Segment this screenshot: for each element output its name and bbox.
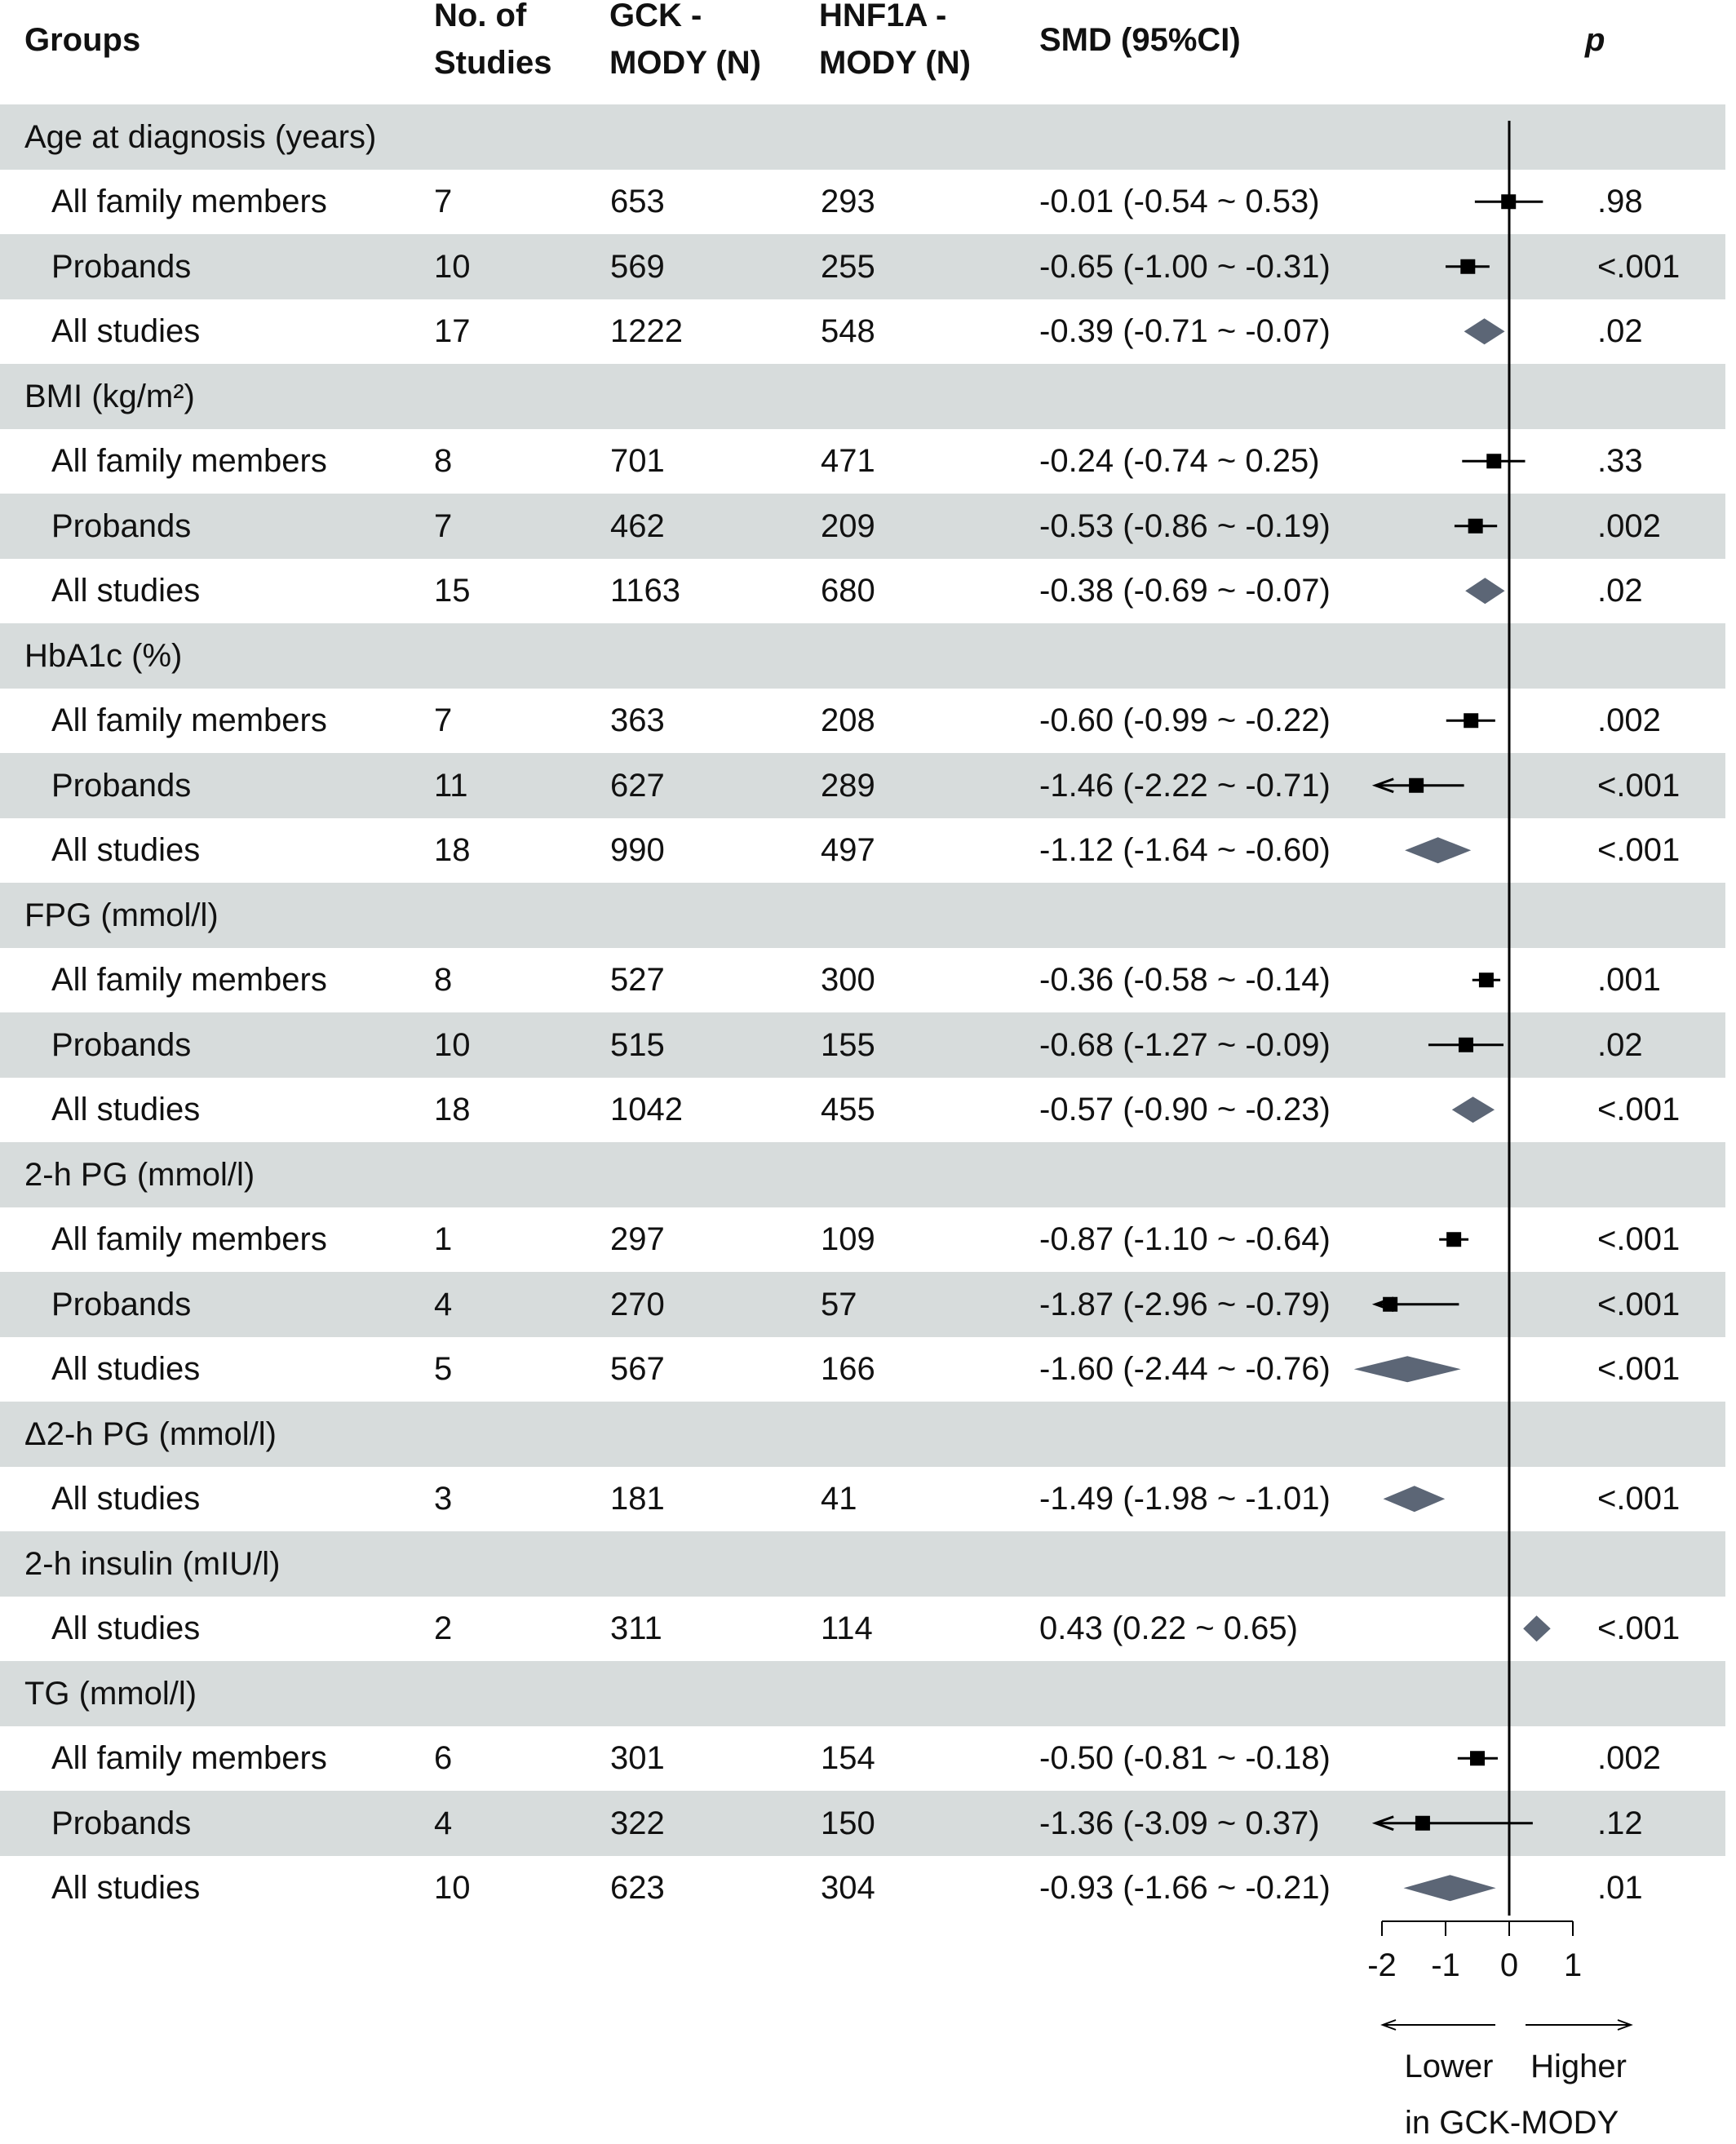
section-label: BMI (kg/m²) xyxy=(24,378,195,414)
pooled-label: All studies xyxy=(51,313,201,350)
gck-n: 181 xyxy=(610,1481,665,1517)
p-value: <.001 xyxy=(1597,767,1681,804)
p-value: <.001 xyxy=(1597,1092,1681,1128)
p-value: <.001 xyxy=(1597,1610,1681,1647)
smd-ci-text: -1.87 (-2.96 ~ -0.79) xyxy=(1039,1286,1331,1322)
p-value: .001 xyxy=(1597,962,1661,999)
p-value: <.001 xyxy=(1597,1481,1681,1517)
smd-ci-text: -0.39 (-0.71 ~ -0.07) xyxy=(1039,313,1331,350)
pooled-estimate-diamond xyxy=(1464,318,1505,344)
studies-count: 17 xyxy=(434,313,471,350)
studies-count: 2 xyxy=(434,1610,453,1647)
subgroup-label: Probands xyxy=(51,507,192,544)
subgroup-label: Probands xyxy=(51,1805,192,1841)
point-estimate-square xyxy=(1383,1297,1397,1312)
pooled-label: All studies xyxy=(51,832,201,869)
header-gck-line1: GCK - xyxy=(609,0,702,33)
subgroup-label: Probands xyxy=(51,1026,192,1063)
hnf1a-n: 548 xyxy=(821,313,875,350)
point-estimate-square xyxy=(1409,778,1424,793)
subgroup-label: All family members xyxy=(51,184,327,220)
hnf1a-n: 208 xyxy=(821,702,875,739)
smd-ci-text: -0.60 (-0.99 ~ -0.22) xyxy=(1039,702,1331,739)
hnf1a-n: 289 xyxy=(821,767,875,804)
studies-count: 4 xyxy=(434,1805,453,1841)
header-groups: Groups xyxy=(24,22,141,58)
section-label: HbA1c (%) xyxy=(24,637,183,674)
p-value: .01 xyxy=(1597,1870,1643,1907)
p-value: .33 xyxy=(1597,443,1643,480)
studies-count: 7 xyxy=(434,184,453,220)
smd-ci-text: -0.38 (-0.69 ~ -0.07) xyxy=(1039,573,1331,609)
pooled-label: All studies xyxy=(51,1092,201,1128)
studies-count: 10 xyxy=(434,248,471,285)
header-studies-line1: No. of xyxy=(434,0,527,33)
p-value: .02 xyxy=(1597,313,1643,350)
smd-ci-text: 0.43 (0.22 ~ 0.65) xyxy=(1039,1610,1298,1647)
p-value: .12 xyxy=(1597,1805,1643,1841)
smd-ci-text: -1.60 (-2.44 ~ -0.76) xyxy=(1039,1351,1331,1388)
hnf1a-n: 255 xyxy=(821,248,875,285)
studies-count: 3 xyxy=(434,1481,453,1517)
section-label: Age at diagnosis (years) xyxy=(24,118,377,155)
smd-ci-text: -0.01 (-0.54 ~ 0.53) xyxy=(1039,184,1320,220)
studies-count: 7 xyxy=(434,702,453,739)
smd-ci-text: -0.87 (-1.10 ~ -0.64) xyxy=(1039,1221,1331,1258)
studies-count: 6 xyxy=(434,1740,453,1777)
point-estimate-square xyxy=(1415,1816,1430,1831)
subgroup-label: All family members xyxy=(51,702,327,739)
section-label: 2-h insulin (mIU/l) xyxy=(24,1545,281,1582)
hnf1a-n: 166 xyxy=(821,1351,875,1388)
studies-count: 4 xyxy=(434,1286,453,1322)
gck-n: 270 xyxy=(610,1286,665,1322)
pooled-estimate-diamond xyxy=(1404,1875,1496,1901)
p-value: .02 xyxy=(1597,573,1643,609)
header-gck-line2: MODY (N) xyxy=(609,45,761,81)
hnf1a-n: 680 xyxy=(821,573,875,609)
gck-n: 1222 xyxy=(610,313,683,350)
p-value: <.001 xyxy=(1597,1351,1681,1388)
smd-ci-text: -0.68 (-1.27 ~ -0.09) xyxy=(1039,1026,1331,1063)
smd-ci-text: -1.49 (-1.98 ~ -1.01) xyxy=(1039,1481,1331,1517)
subgroup-label: Probands xyxy=(51,767,192,804)
gck-n: 701 xyxy=(610,443,665,480)
higher-direction-label: Higher xyxy=(1530,2049,1627,2084)
studies-count: 10 xyxy=(434,1026,471,1063)
header-p: p xyxy=(1585,22,1605,58)
hnf1a-n: 209 xyxy=(821,507,875,544)
x-tick-label: -2 xyxy=(1367,1947,1397,1983)
gck-n: 462 xyxy=(610,507,665,544)
studies-count: 5 xyxy=(434,1351,453,1388)
p-value: .002 xyxy=(1597,1740,1661,1777)
pooled-label: All studies xyxy=(51,1870,201,1907)
pooled-estimate-diamond xyxy=(1354,1356,1461,1382)
gck-n: 363 xyxy=(610,702,665,739)
gck-n: 653 xyxy=(610,184,665,220)
point-estimate-square xyxy=(1459,1038,1473,1052)
header-hnf1a-line2: MODY (N) xyxy=(819,45,971,81)
smd-ci-text: -0.93 (-1.66 ~ -0.21) xyxy=(1039,1870,1331,1907)
section-label: TG (mmol/l) xyxy=(24,1675,197,1712)
hnf1a-n: 154 xyxy=(821,1740,875,1777)
smd-ci-text: -0.50 (-0.81 ~ -0.18) xyxy=(1039,1740,1331,1777)
hnf1a-n: 293 xyxy=(821,184,875,220)
p-value: <.001 xyxy=(1597,1286,1681,1322)
pooled-estimate-diamond xyxy=(1452,1096,1495,1123)
smd-ci-text: -0.36 (-0.58 ~ -0.14) xyxy=(1039,962,1331,999)
p-value: <.001 xyxy=(1597,832,1681,869)
hnf1a-n: 41 xyxy=(821,1481,857,1517)
studies-count: 18 xyxy=(434,1092,471,1128)
hnf1a-n: 109 xyxy=(821,1221,875,1258)
pooled-estimate-diamond xyxy=(1465,578,1504,604)
hnf1a-n: 150 xyxy=(821,1805,875,1841)
studies-count: 10 xyxy=(434,1870,471,1907)
gck-n: 1163 xyxy=(610,573,681,609)
pooled-estimate-diamond xyxy=(1384,1486,1446,1512)
studies-count: 8 xyxy=(434,962,453,999)
point-estimate-square xyxy=(1460,259,1475,274)
p-value: .02 xyxy=(1597,1026,1643,1063)
studies-count: 7 xyxy=(434,507,453,544)
gck-n: 515 xyxy=(610,1026,665,1063)
subgroup-label: Probands xyxy=(51,248,192,285)
point-estimate-square xyxy=(1479,972,1494,987)
section-label: Δ2-h PG (mmol/l) xyxy=(24,1415,277,1452)
x-tick-label: -1 xyxy=(1431,1947,1460,1983)
point-estimate-square xyxy=(1470,1751,1485,1765)
gck-n: 301 xyxy=(610,1740,665,1777)
pooled-label: All studies xyxy=(51,1351,201,1388)
hnf1a-n: 57 xyxy=(821,1286,857,1322)
gck-n: 990 xyxy=(610,832,665,869)
hnf1a-n: 300 xyxy=(821,962,875,999)
hnf1a-n: 455 xyxy=(821,1092,875,1128)
point-estimate-square xyxy=(1486,454,1501,468)
smd-ci-text: -0.53 (-0.86 ~ -0.19) xyxy=(1039,507,1331,544)
subgroup-label: All family members xyxy=(51,1221,327,1258)
pooled-estimate-diamond xyxy=(1523,1615,1551,1641)
header-hnf1a-line1: HNF1A - xyxy=(819,0,947,33)
gck-n: 527 xyxy=(610,962,665,999)
p-value: .002 xyxy=(1597,702,1661,739)
p-value: <.001 xyxy=(1597,1221,1681,1258)
smd-ci-text: -1.12 (-1.64 ~ -0.60) xyxy=(1039,832,1331,869)
subgroup-label: All family members xyxy=(51,1740,327,1777)
subgroup-label: All family members xyxy=(51,443,327,480)
smd-ci-text: -1.36 (-3.09 ~ 0.37) xyxy=(1039,1805,1320,1841)
hnf1a-n: 471 xyxy=(821,443,875,480)
p-value: <.001 xyxy=(1597,248,1681,285)
p-value: .002 xyxy=(1597,507,1661,544)
x-tick-label: 1 xyxy=(1563,1947,1583,1983)
direction-caption: in GCK-MODY xyxy=(1405,2105,1619,2141)
lower-direction-label: Lower xyxy=(1404,2049,1494,2084)
studies-count: 1 xyxy=(434,1221,453,1258)
pooled-label: All studies xyxy=(51,1481,201,1517)
gck-n: 627 xyxy=(610,767,665,804)
pooled-estimate-diamond xyxy=(1405,837,1471,863)
gck-n: 567 xyxy=(610,1351,665,1388)
section-label: FPG (mmol/l) xyxy=(24,897,219,933)
header-smd: SMD (95%CI) xyxy=(1039,22,1241,58)
pooled-label: All studies xyxy=(51,573,201,609)
gck-n: 297 xyxy=(610,1221,665,1258)
smd-ci-text: -0.24 (-0.74 ~ 0.25) xyxy=(1039,443,1320,480)
point-estimate-square xyxy=(1464,713,1478,728)
studies-count: 11 xyxy=(434,767,468,804)
hnf1a-n: 114 xyxy=(821,1610,873,1647)
section-label: 2-h PG (mmol/l) xyxy=(24,1156,255,1193)
smd-ci-text: -0.57 (-0.90 ~ -0.23) xyxy=(1039,1092,1331,1128)
point-estimate-square xyxy=(1446,1232,1461,1247)
studies-count: 15 xyxy=(434,573,471,609)
pooled-label: All studies xyxy=(51,1610,201,1647)
gck-n: 569 xyxy=(610,248,665,285)
header-studies-line2: Studies xyxy=(434,45,552,81)
gck-n: 311 xyxy=(610,1610,662,1647)
hnf1a-n: 155 xyxy=(821,1026,875,1063)
gck-n: 1042 xyxy=(610,1092,683,1128)
smd-ci-text: -0.65 (-1.00 ~ -0.31) xyxy=(1039,248,1331,285)
studies-count: 18 xyxy=(434,832,471,869)
studies-count: 8 xyxy=(434,443,453,480)
p-value: .98 xyxy=(1597,184,1643,220)
point-estimate-square xyxy=(1468,519,1483,534)
gck-n: 623 xyxy=(610,1870,665,1907)
subgroup-label: All family members xyxy=(51,962,327,999)
hnf1a-n: 497 xyxy=(821,832,875,869)
hnf1a-n: 304 xyxy=(821,1870,875,1907)
gck-n: 322 xyxy=(610,1805,665,1841)
x-tick-label: 0 xyxy=(1499,1947,1519,1983)
smd-ci-text: -1.46 (-2.22 ~ -0.71) xyxy=(1039,767,1331,804)
subgroup-label: Probands xyxy=(51,1286,192,1322)
